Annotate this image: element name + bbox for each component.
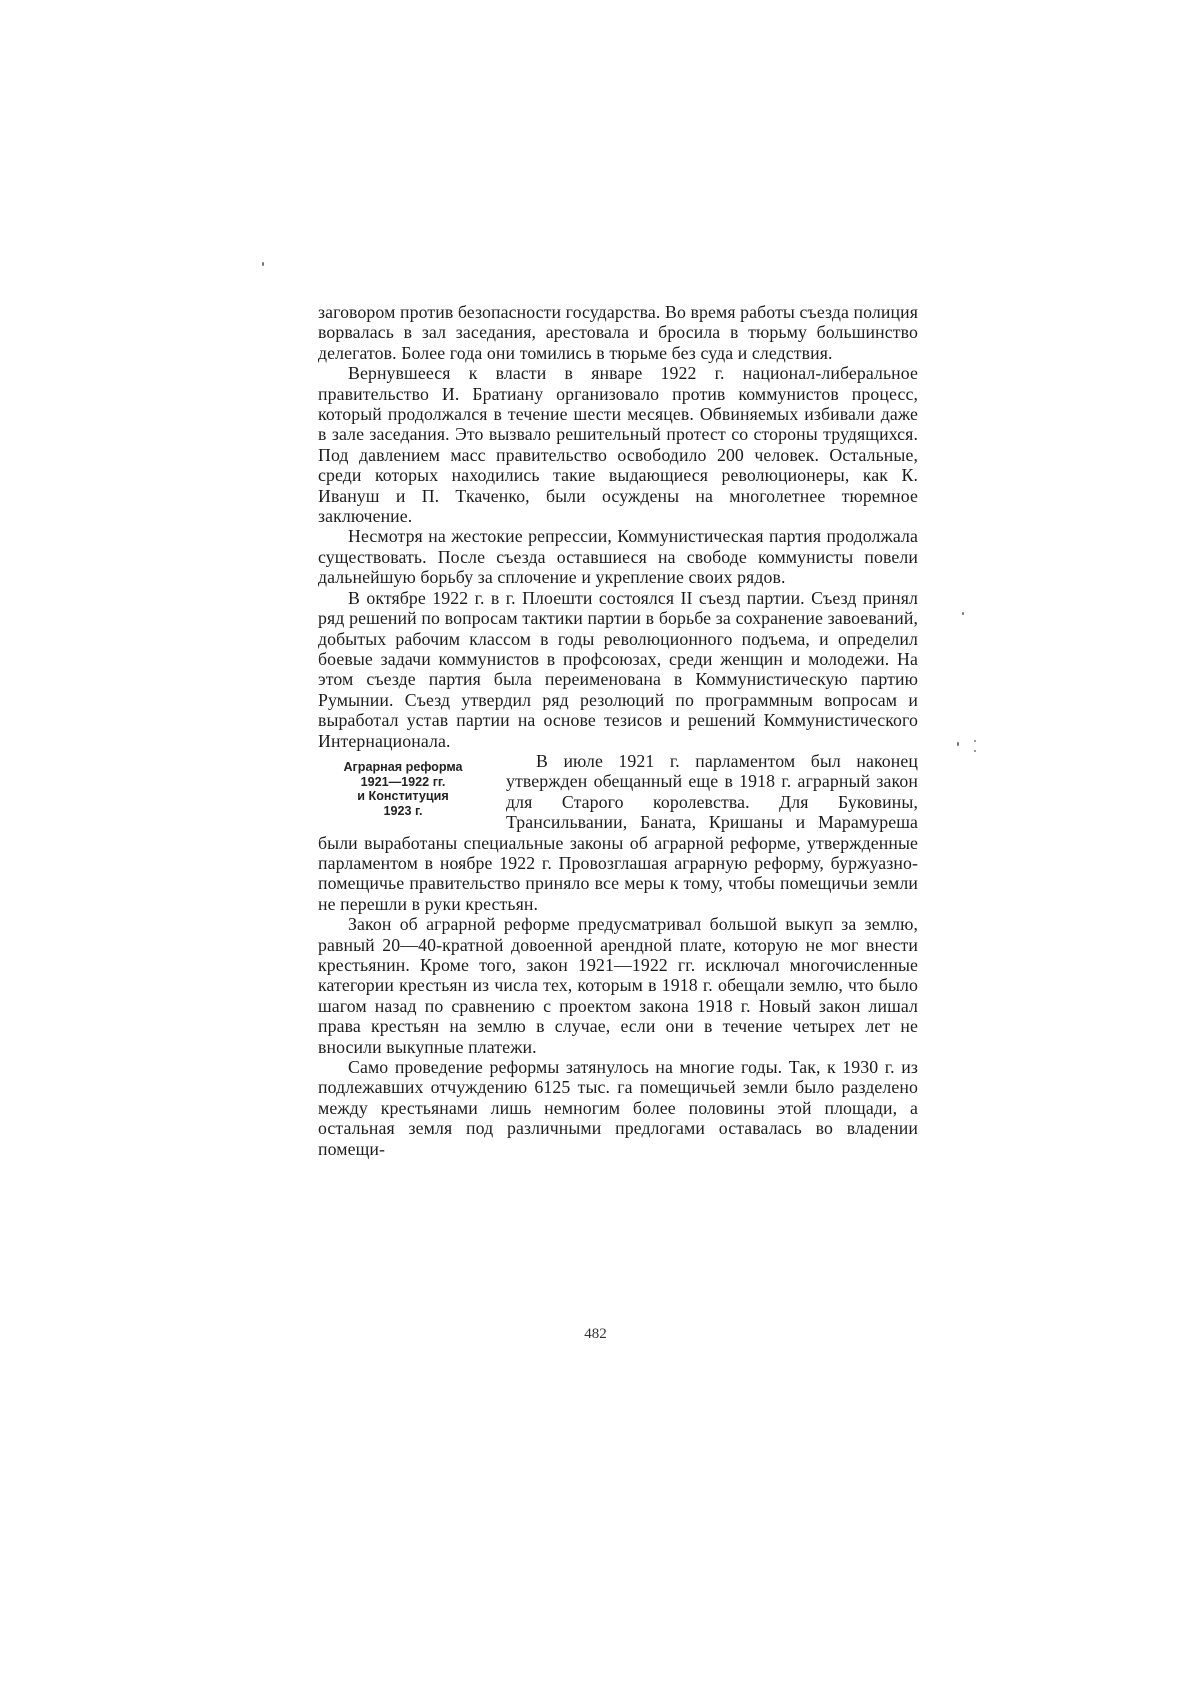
paragraph-2: Вернувшееся к власти в январе 1922 г. национал-либеральное правительство И. Братиану организовало против коммунистов процесс, который продолжался в течение шести месяцев. Обвиняемых избивали даже в зале заседания. Это вызвало решительный протест со стороны трудящихся. Под давлением масс правительство освободило 200 человек. Остальные, среди которых находились такие выдающиеся революционеры, как К. Ивануш и П. Ткаченко, были осуждены на многолетнее тюремное заключение. [318, 363, 918, 527]
paragraph-1: заговором против безопасности государства. Во время работы съезда полиция ворвалась в зал заседания, арестовала и бросила в тюрьму большинство делегатов. Более года они томились в тюрьме без суда и следствия. [318, 302, 918, 363]
scan-speck [962, 612, 964, 615]
margin-heading-line-4: 1923 г. [383, 803, 423, 818]
margin-heading [318, 760, 488, 818]
margin-heading-line-3: и Конституция [357, 789, 449, 804]
paragraph-3: Несмотря на жестокие репрессии, Коммунистическая партия продолжала существовать. После съезда оставшиеся на свободе коммунисты повели дальнейшую борьбу за сплочение и укрепление своих рядов. [318, 526, 918, 588]
scan-speck [957, 742, 959, 746]
scan-speck [974, 750, 976, 752]
margin-heading-line-1: Аграрная реформа [343, 759, 463, 774]
paragraph-5: В июле 1921 г. парламентом был наконец утвержден обещанный еще в 1918 г. аграрный закон для Старого королевства. Для Буковины, Трансильвании, Баната, Кришаны и Марамуреша были выработаны специальные законы об аграрной реформе, утвержденные парламентом в ноябре 1922 г. Провозглашая аграрную реформу, буржуазно-помещичье правительство приняло все меры к тому, чтобы помещичьи земли не перешли в руки крестьян. [318, 750, 918, 914]
scan-speck [262, 262, 264, 266]
paragraph-7: Само проведение реформы затянулось на многие годы. Так, к 1930 г. из подлежавших отчуждению 6125 тыс. га помещичьей земли было разделено между крестьянами лишь немногим более половины этой площади, а остальная земля под различными предлогами оставалась во владении помещи- [318, 1057, 918, 1159]
margin-heading-line-2: 1921—1922 гг. [360, 774, 446, 789]
text-column [318, 302, 918, 1159]
paragraph-6: Закон об аграрной реформе предусматривал большой выкуп за землю, равный 20—40-кратной довоенной арендной плате, которую не мог внести крестьянин. Кроме того, закон 1921—1922 гг. исключал многочисленные категории крестьян из числа тех, которым в 1918 г. обещали землю, что было шагом назад по сравнению с проектом закона 1918 г. Новый закон лишал права крестьян на землю в случае, если они в течение четырех лет не вносили выкупные платежи. [318, 914, 918, 1057]
scan-speck [974, 740, 976, 742]
paragraph-4: В октябре 1922 г. в г. Плоешти состоялся II съезд партии. Съезд принял ряд решений по вопросам тактики партии в борьбе за сохранение завоеваний, добытых рабочим классом в годы революционного подъема, и определил боевые задачи коммунистов в профсоюзах, среди женщин и молодежи. На этом съезде партия была переименована в Коммунистическую партию Румынии. Съезд утвердил ряд резолюций по программным вопросам и выработал устав партии на основе тезисов и решений Коммунистического Интернационала. [318, 587, 918, 751]
page-number: 482 [584, 1326, 607, 1342]
